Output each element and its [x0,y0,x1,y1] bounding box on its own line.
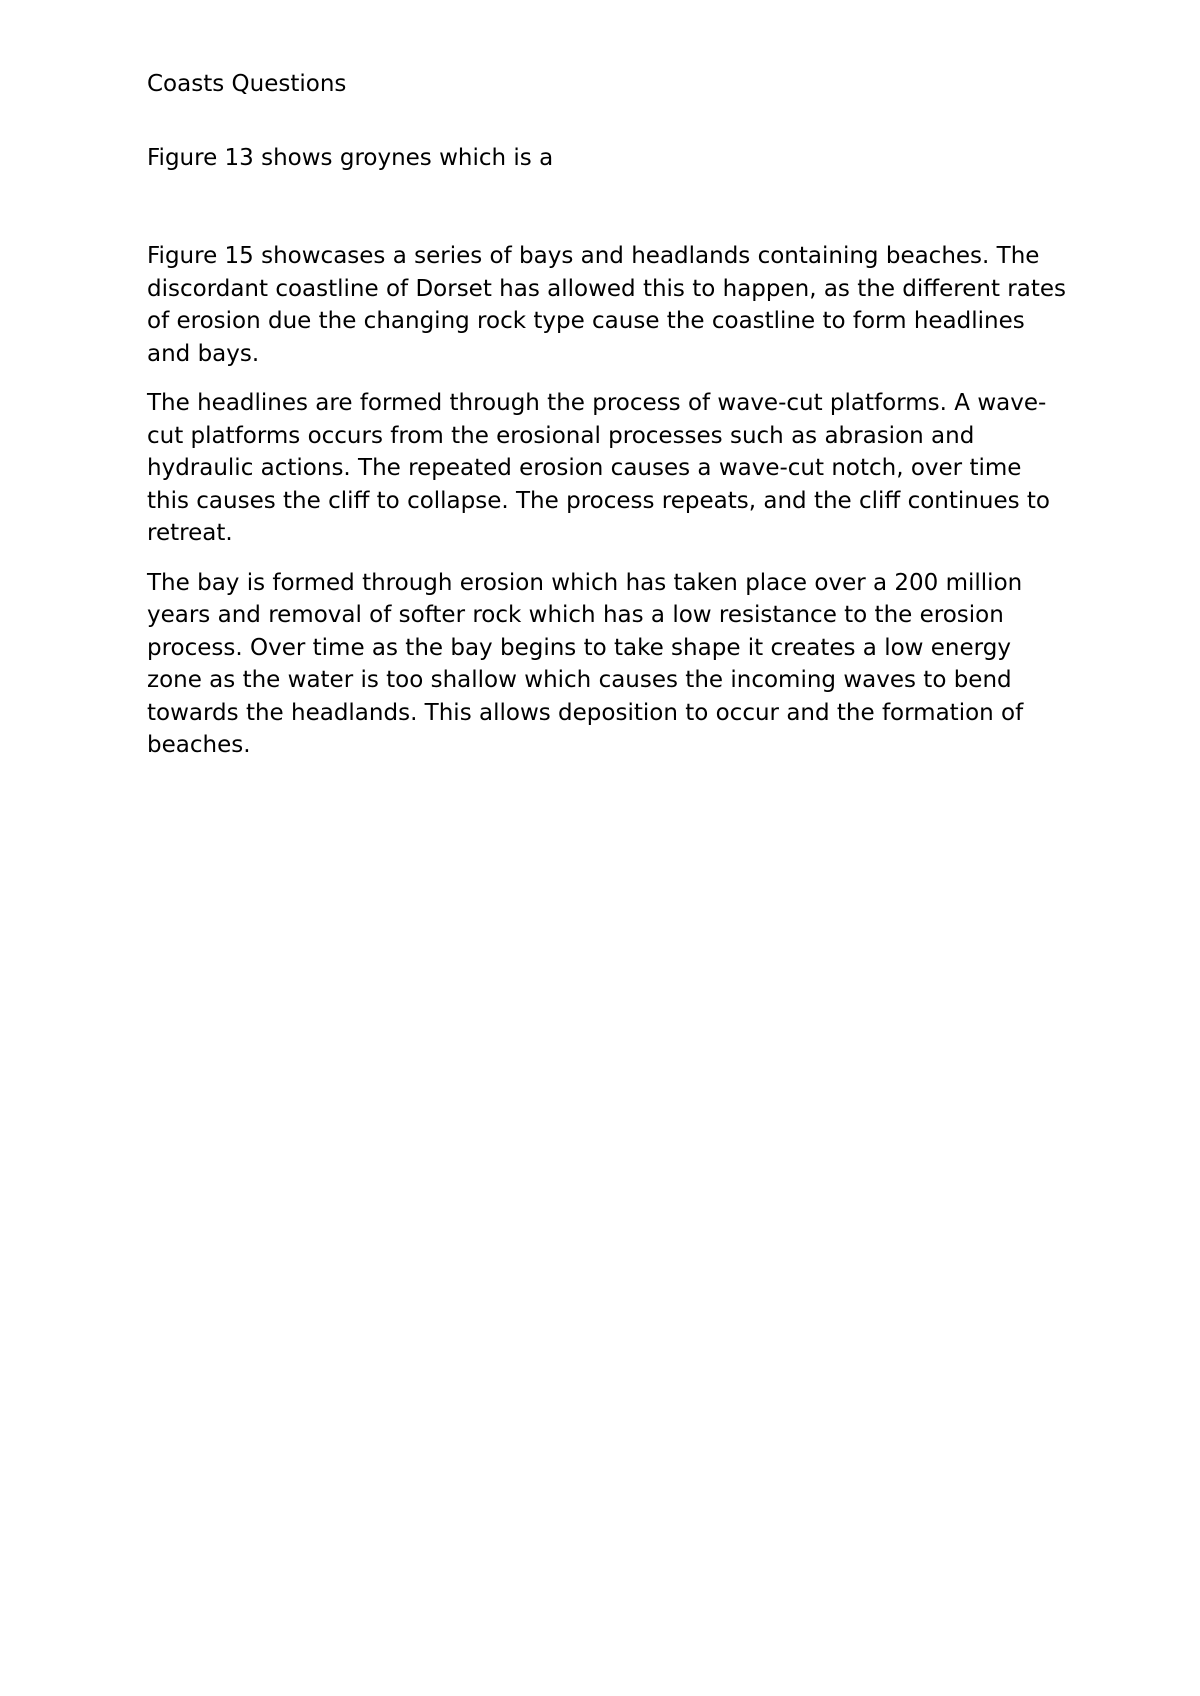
page-title: Coasts Questions [147,71,347,97]
paragraph-bays-headlands: Figure 15 showcases a series of bays and headlands containing beaches. The discordant coastline of Dorset has allowed this to happen, as the different rates of erosion due the changing rock type cause the coastline to form headlines and bays. [147,243,1066,367]
paragraph-bay-formation: The bay is formed through erosion which has taken place over a 200 million years and removal of softer rock which has a low resistance to the erosion process. Over time as the bay begins to take shape it creates a low energy zone as the water is too shallow which causes the incoming waves to bend towards the headlands. This allows deposition to occur and the formation of beaches. [147,569,1024,758]
question-line: Figure 13 shows groynes which is a [147,144,554,171]
paragraph-headlines: The headlines are formed through the process of wave-cut platforms. A wave-cut platforms occurs from the erosional processes such as abrasion and hydraulic actions. The repeated erosion causes a wave-cut notch, over time this causes the cliff to collapse. The process repeats, and the cliff continues to retreat. [147,390,1050,546]
document-body [147,68,1067,762]
